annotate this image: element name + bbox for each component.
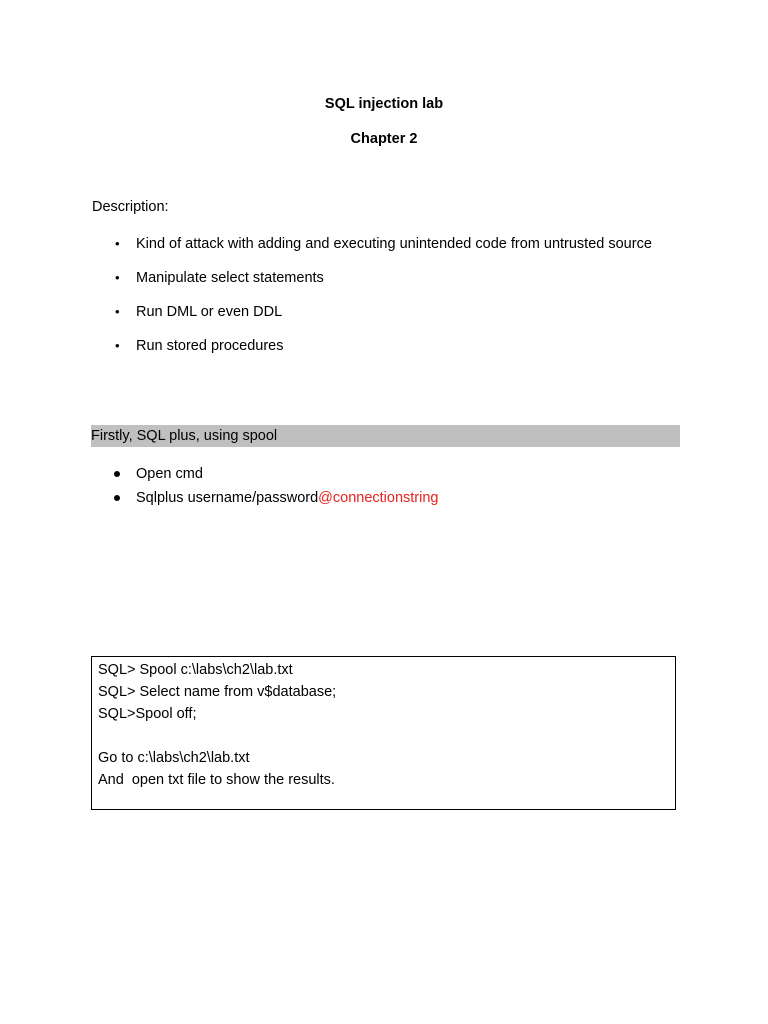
chapter-heading: Chapter 2 <box>350 131 418 147</box>
section-heading: Firstly, SQL plus, using spool <box>91 428 278 444</box>
bullet-icon: • <box>115 304 120 319</box>
list-item <box>92 266 682 290</box>
code-line: And open txt file to show the results. <box>98 772 335 788</box>
connection-string-highlight: @connectionstring <box>318 490 439 506</box>
bullet-icon: • <box>115 338 120 353</box>
list-item <box>92 232 682 256</box>
code-line: SQL> Spool c:\labs\ch2\lab.txt <box>98 662 293 678</box>
step-text: Sqlplus username/password <box>136 490 319 506</box>
description-heading: Description: <box>92 199 169 215</box>
list-item <box>92 300 682 324</box>
list-item <box>92 486 682 510</box>
description-bullet-text: Run stored procedures <box>136 338 284 354</box>
bullet-icon: • <box>115 270 120 285</box>
list-item <box>92 462 682 486</box>
document-title: SQL injection lab <box>324 96 444 112</box>
code-line <box>98 725 669 747</box>
bullet-dot-icon <box>114 495 120 501</box>
steps-list <box>92 462 682 510</box>
step-text: Open cmd <box>136 466 203 482</box>
description-list <box>92 232 682 368</box>
description-bullet-text: Manipulate select statements <box>136 270 324 286</box>
section-heading-bar <box>91 425 680 447</box>
description-bullet-text: Run DML or even DDL <box>136 304 283 320</box>
code-line: SQL>Spool off; <box>98 706 197 722</box>
code-box <box>91 656 676 810</box>
bullet-dot-icon <box>114 471 120 477</box>
code-line: Go to c:\labs\ch2\lab.txt <box>98 750 250 766</box>
code-line: SQL> Select name from v$database; <box>98 684 337 700</box>
description-bullet-text: Kind of attack with adding and executing unintended code from untrusted source <box>136 236 652 252</box>
bullet-icon: • <box>115 236 120 251</box>
list-item <box>92 334 682 358</box>
